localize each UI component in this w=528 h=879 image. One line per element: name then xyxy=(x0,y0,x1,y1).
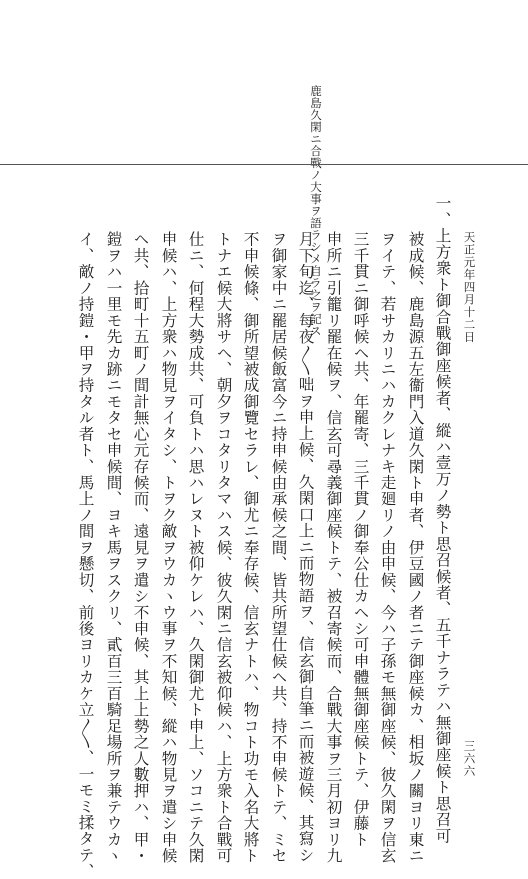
headnote-divider xyxy=(0,164,528,165)
page-number: 三六六 xyxy=(462,740,477,778)
text-line-3: ヲイテ、若サカリニハカクレナキ走廻リノ由申候、今ハ子孫モ無御座候、彼久閑ヲ信玄 xyxy=(378,231,397,864)
text-line-14: イ、敵ノ持鎧・甲ヲ持タル者ト、馬上ノ間ヲ懸切、前後ヨリカケ立〳〵、一モミ揉タテ、 xyxy=(76,231,95,879)
text-line-2: 被成候、鹿島源五左衞門入道久閑ト申者、伊豆國ノ者ニテ御座候カ、相坂ノ關ヨリ東ニ xyxy=(406,231,425,864)
text-line-6: 月下旬迄、每夜〳〵咄ヲ申上候、久閑口上ニ而物語ヲ、信玄御自筆ニ而被遊候、其寫シ xyxy=(296,231,315,863)
text-line-13: 鎧ヲハ一里モ先カ跡ニモタセ申候間、ヨキ馬ヲスクリ、貳百三百騎足場所ヲ兼テウカヽ xyxy=(104,231,123,864)
text-line-5: 申所ニ引籠リ罷在候ヲ、信玄可尋義御座候トテ、被召寄候而、合戰大事ヲ三月初ヨリ九 xyxy=(324,231,343,864)
headnote: 鹿島久閑ニ合戰ノ大事ヲ語ラシメ自ラ之ヲ記ス xyxy=(309,85,323,337)
text-line-10: 仕ニ、何程大勢成共、可負トハ思ハレヌト被仰ケレハ、久閑御尤ト申上、ソコニテ久閑 xyxy=(186,231,205,864)
running-header-date: 天正元年四月十二日 xyxy=(462,231,477,344)
text-line-12: ヘ共、拾町十五町ノ間計無心元存候而、遠見ヲ遣シ不申候、其上上勢之人數押ハ、甲・ xyxy=(131,231,150,864)
text-line-7: ヲ御家中ニ罷居候飯富今ニ持申候由承候之間、皆共所望仕候ヘ共、持不申候トテ、ミセ xyxy=(269,231,288,864)
text-line-9: トナエ候大將サヘ、朝夕ヲコタリタマハス候、彼久閑ニ信玄被仰候ハ、上方衆ト合戰可 xyxy=(214,231,233,864)
text-line-11: 申候ハ、上方衆ハ物見ヲイタシ、トヲク敵ヲウカヽウ事ヲ不知候、縱ハ物見ヲ遣シ申候 xyxy=(159,231,178,864)
text-line-8: 不申候條、御所望被成御覽セラレ、御尤ニ奉存候、信玄ナトハ、物コト功モ入名大將ト xyxy=(241,231,260,864)
text-line-4: 三千貫ニ御呼候ヘ共、年罷寄、三千貫ノ御奉公仕カヘシ可申體無御座候トテ、伊藤ト xyxy=(351,231,370,848)
text-line-1: 一、上方衆ト御合戰御座候者、縱ハ壹万ノ勢ト思召候者、五千ナラテハ無御座候ト思召可 xyxy=(433,195,452,844)
